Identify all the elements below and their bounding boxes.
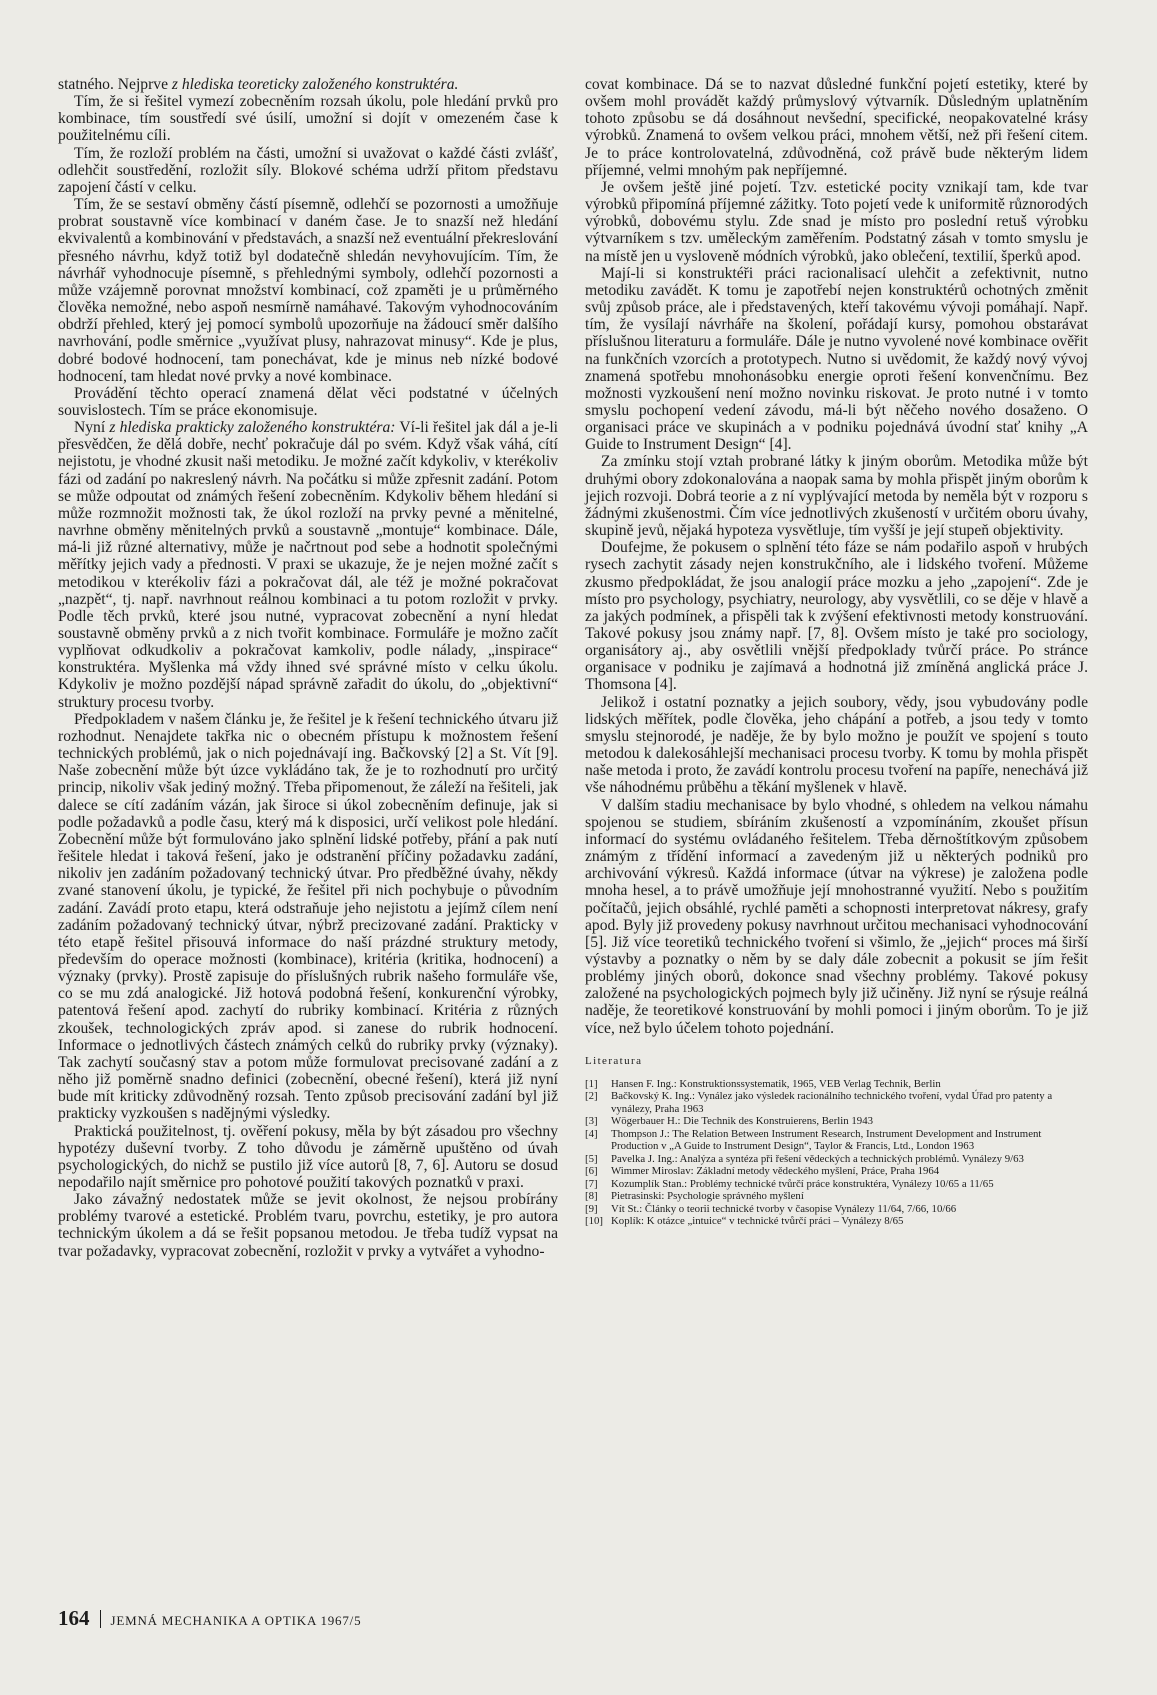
reference-item: [6] Wimmer Miroslav: Základní metody vědeckého myšlení, Práce, Praha 1964 xyxy=(585,1165,940,1178)
paragraph: Za zmínku stojí vztah probrané látky k jiným oborům. Metodika může být druhými obory zdokonalována a naopak sama by mohla přispět jiným oborům k jejich rozvoji. Dobrá teorie a z ní vyplývající metoda by neměla být v rozporu s žádnými zkušenostmi. Čím více jednotlivých zkušeností v určitém oboru úvahy, skupině jevů, nějaká hypoteza vysvětluje, tím vyšší je její stupeň objektivity. xyxy=(585,453,1088,540)
footer-divider xyxy=(100,1610,101,1628)
reference-item: [1] Hansen F. Ing.: Konstruktionssystematik, 1965, VEB Verlag Technik, Berlin xyxy=(585,1077,941,1090)
reference-list xyxy=(585,1078,1088,1228)
page-footer xyxy=(58,1606,361,1631)
paragraph: Jako závažný nedostatek může se jevit okolnost, že nejsou probírány problémy tvarové a estetické. Problém tvaru, povrchu, estetiky, je pro autora technickým úkolem a dá se řešit popsanou metodou. Je třeba tudíž vypsat na tvar požadavky, vypracovat zobecnění, rozložit v prvky a vytvářet a vyhodno- xyxy=(58,1191,558,1260)
reference-item: [8] Pietrasinski: Psychologie správného myšlení xyxy=(585,1190,804,1203)
paragraph: Praktická použitelnost, tj. ověření pokusy, měla by být zásadou pro všechny hypotézy duševní tvorby. Z toho důvodu je záměrně upuštěno od úvah psychologických, do nichž se pustilo již více autorů [8, 7, 6]. Autoru se dosud nepodařilo najít směrnice pro pohotové použití takových poznatků v praxi. xyxy=(58,1122,558,1191)
reference-item: [4] Thompson J.: The Relation Between Instrument Research, Instrument Development and Instrument Production v „A Guide to Instrument Design“, Taylor & Francis, Ltd., London 1963 xyxy=(585,1127,1042,1153)
paragraph: Tím, že si řešitel vymezí zobecněním rozsah úkolu, pole hledání prvků pro kombinace, tím soustředí své úsilí, umožní si dojít v omezeném čase k použitelnému cíli. xyxy=(58,93,558,145)
paragraph: Doufejme, že pokusem o splnění této fáze se nám podařilo aspoň v hrubých rysech zachytit zásady nejen konstrukčního, ale i lidského tvoření. Můžeme zkusmo předpokládat, že jsou analogií práce mozku a jeho „zapojení“. Zde je místo pro psychology, psychiatry, neurology, aby vysvětlili, co se děje v hlavě a za jakých podmínek, a přispěli tak k zvýšení efektivnosti metody konstruování. Takové pokusy jsou známy např. [7, 8]. Ovšem místo je také pro sociology, organisátory aj., aby osvětlili vnější předpoklady tvůrčí práce. Po stránce organisace v podniku je zajímavá a hodnotná již zmíněná anglická práce J. Thomsona [4]. xyxy=(585,539,1088,694)
paragraph: Provádění těchto operací znamená dělat věci podstatné v účelných souvislostech. Tím se práce ekonomisuje. xyxy=(58,384,558,419)
paragraph: Nyní z hlediska prakticky založeného konstruktéra: Ví-li řešitel jak dál a je-li přesvědčen, že dělá dobře, nechť pokračuje dál po svém. Když však váhá, cítí nejistotu, je vhodné zkusit naši metodiku. Je možné začít kdykoliv, v kterékoliv fázi od zadání po nakreslený návrh. Na počátku si může zpřesnit zadání. Potom se může odpoutat od známých řešení zobecněním. Kdykoliv během hledání si může rozmnožit možnosti tak, že úkol rozloží na prvky pevné a měnitelné, navrhne obměny měnitelných prvků a soustavně „montuje“ kombinace. Dále, má-li již různé alternativy, může je načrtnout pod sebe a hodnotit společnými měřítky jejich vady a přednosti. V praxi se ukazuje, že je nejen možné začít s metodikou v kterékoliv fázi a pokračovat dál, ale též je možné pokračovat „nazpět“, tj. např. navrhnout reálnou kombinaci a tu potom rozložit v prvky. Podle těch prvků, které jsou nutné, vypracovat zobecnění a nyní hledat soustavně obměny prvků a z nich tvořit kombinace. Formuláře je možno začít vyplňovat odkudkoliv a pokračovat kamkoliv, podle nálady, „inspirace“ konstruktéra. Myšlenka má vždy ihned své správné místo v celku úkolu. Kdykoliv je možno pozdější nápad správně zařadit do úkolu, do „objektivní“ struktury procesu tvorby. xyxy=(58,419,559,711)
paragraph: statného. Nejprve z hlediska teoreticky založeného konstruktéra. xyxy=(58,76,459,93)
reference-item: [5] Pavelka J. Ing.: Analýza a syntéza při řešení vědeckých a technických problémů. Vynálezy 9/63 xyxy=(585,1152,1024,1165)
reference-item: [9] Vít St.: Články o teorii technické tvorby v časopise Vynálezy 11/64, 7/66, 10/66 xyxy=(585,1202,957,1215)
paragraph: Jelikož i ostatní poznatky a jejich soubory, vědy, jsou vybudovány podle lidských měřítek, podle člověka, jeho chápání a potřeb, a jsou tedy v tomto smyslu stejnorodé, je naděje, že by bylo možno je použít ve spojení s touto metodou k dalekosáhlejší mechanisaci procesu tvorby. K tomu by mohla přispět naše metoda i proto, že zavádí kontrolu procesu tvoření na papíře, nenechává již vše náhodnému průběhu a těkání myšlenek v hlavě. xyxy=(585,693,1088,797)
paragraph: Tím, že se sestaví obměny částí písemně, odlehčí se pozornosti a umožňuje probrat soustavně více kombinací v daném čase. Je to snazší než hledání ekvivalentů a kombinování v představách, a snazší než eventuální překreslování přesného návrhu, když totiž byl dodatečně shledán nevyhovujícím. Tím, že návrhář vyhodnocuje písemně, s přehlednými symboly, odlehčí pozornosti a může vzájemně porovnat množství kombinací, což zpaměti je u průměrného člověka nemožné, nebo aspoň nesmírně namáhavé. Takovým vyhodnocováním obdrží přehled, který jej pomocí symbolů upozorňuje na žádoucí směr dalšího navrhování, podle směrnice „využívat plusy, nahrazovat minusy“. Kde je plus, dobré bodové hodnocení, tam ponechávat, kde je minus neb nízké bodové hodnocení, tam hledat nové prvky a nové kombinace. xyxy=(58,196,558,385)
paragraph: Předpokladem v našem článku je, že řešitel je k řešení technického útvaru již rozhodnut. Nenajdete takřka nic o obecném přístupu k možnostem řešení technických problémů, jak o nich pojednávají ing. Bačkovský [2] a St. Vít [9]. Naše zobecnění může být úzce vykládáno tak, že je to rozhodnutí pro určitý princip, nikoliv však jediný možný. Třeba připomenout, že záleží na řešiteli, jak dalece se cítí zadáním vázán, jak široce si úkol zobecněním definuje, jak si podle požadavků a podle času, který má k disposici, určí velikost pole hledání. Zobecnění může být formulováno jako splnění lidské potřeby, přání a pak nutí řešitele hledat i taková řešení, jako je odstranění příčiny požadavku zadání, nikoliv jen zadáním požadovaný technický útvar. Pro předběžné úvahy, někdy zvané stanovení úkolu, je typické, že řešitel při nich pochybuje o původním zadání. Zavádí proto etapu, která odstraňuje jeho nejistotu a jejímž cílem není zadáním požadovaný technický útvar, nýbrž precizované zadání. Prakticky v této etapě řešitel přisouvá informace do naší prázdné struktury metody, především do operace možnosti (kombinace), kritéria (kritika, hodnocení) a význaky (prvky). Prostě zapisuje do příslušných rubrik našeho formuláře vše, co se mu zdá analogické. Již hotová podobná řešení, konkurenční výrobky, patentová řešení apod. zachytí do rubriky kombinací. Kritéria z různých zkoušek, technologických zpráv apod. si zanese do rubrik hodnocení. Informace o jednotlivých částech známých celků do rubriky prvky (význaky). Tak zachytí současný stav a potom může formulovat precisované zadání a z něho již poměrně snadno definici (zobecnění, obecné řešení), která již nyní bude mít kriticky zdůvodněný rozsah. Tento způsob precisování zadání byl již prakticky vyzkoušen s nadějnými výsledky. xyxy=(58,710,558,1123)
paragraph: covat kombinace. Dá se to nazvat důsledné funkční pojetí estetiky, které by ovšem mohl provádět každý průmyslový výtvarník. Důsledným uplatněním tohoto způsobu se dá dosáhnout nevšední, specifické, neopakovatelné krásy výrobků. Znamená to ovšem velkou práci, mnohem větší, než při řešení citem. Je to práce kontrolovatelná, zdůvodněná, což právě bude některým lidem příjemné, velmi mnohým pak nepříjemné. xyxy=(585,76,1088,179)
reference-item: [10] Koplík: K otázce „intuice“ v technické tvůrčí práci – Vynálezy 8/65 xyxy=(585,1215,904,1228)
paragraph: Tím, že rozloží problém na části, umožní si uvažovat o každé části zvlášť, odlehčit soustředění, rozložit síly. Blokové schéma udrží přitom představu zapojení částí v celku. xyxy=(58,144,558,196)
reference-item: [2] Bačkovský K. Ing.: Vynález jako výsledek racionálního technického tvoření, vydal Úřad pro patenty a vynálezy, Praha 1963 xyxy=(585,1090,1053,1115)
reference-item: [7] Kozumplík Stan.: Problémy technické tvůrčí práce konstruktéra, Vynálezy 10/65 a 11/65 xyxy=(585,1177,994,1190)
right-column xyxy=(585,76,1088,1228)
reference-item: [3] Wögerbauer H.: Die Technik des Konstruierens, Berlin 1943 xyxy=(585,1115,873,1128)
page-number: 164 xyxy=(58,1606,90,1630)
paragraph: Mají-li si konstruktéři práci racionalisací ulehčit a zefektivnit, nutno metodiku zavádět. K tomu je zapotřebí nejen konstruktérů ochotných změnit svůj způsob práce, ale i představených, kteří takovému vývoji pomáhají. Např. tím, že vysílají návrháře na školení, pořádají kursy, pomohou obstarávat příslušnou literaturu a formuláře. Dále je nutno vyvolené nové kombinace ověřit na funkčních vzorcích a prototypech. Nutno si uvědomit, že každý nový vývoj znamená spotřebu mnohonásobku energie oproti řešení konvenčnímu. Bez možnosti vyzkoušení není možno novinku riskovat. Je proto nutné i v tomto smyslu pochopení vedení závodu, má-li být něčeho nového dosaženo. O organisaci práce ve skupinách a v podniku pojednává úvodní stať knihy „A Guide to Instrument Design“ [4]. xyxy=(585,264,1088,454)
paragraph: Je ovšem ještě jiné pojetí. Tzv. estetické pocity vznikají tam, kde tvar výrobků připomíná příjemné zážitky. Toto pojetí vede k uniformitě různorodých výrobků, dobovému stylu. Zde snad je místo pro poslední retuš výrobku výtvarníkem s tzv. uměleckým zaměřením. Podstatný zásah v tomto smyslu je na místě jen u vysloveně módních výrobků, jako oblečení, textilií, šperků apod. xyxy=(585,178,1088,265)
left-column xyxy=(58,76,558,1260)
literature-heading: Literatura xyxy=(585,1054,643,1067)
journal-name: JEMNÁ MECHANIKA A OPTIKA 1967/5 xyxy=(110,1613,362,1628)
paragraph: V dalším stadiu mechanisace by bylo vhodné, s ohledem na velkou námahu spojenou se studiem, sbíráním zkušeností a vzpomínáním, zkoušet přísun informací do systému ovládaného řešitelem. Třeba děrnoštítkovým způsobem známým z třídění informací a zavedeným již u některých podniků pro archivování výkresů. Každá informace (útvar na výkrese) je založena podle mnoha hesel, a to právě umožňuje její mnohostranné využití. Nebo s použitím počítačů, jejich obsáhlé, rychlé paměti a schopnosti interpretovat nákresy, grafy apod. Byly již provedeny pokusy navrhnout určitou mechanisaci vyhodnocování [5]. Již více teoretiků technického tvoření si všimlo, že „jejich“ proces má širší výstavby a poznatky o něm by se daly dále zobecnit a pokusit se jím řešit problémy jiných oborů, dokonce snad všechny problémy. Takové pokusy založené na psychologických pojmech byly již učiněny. Již nyní se rýsuje reálná naděje, že teoretikové konstruování by mohli pomoci i jiným oborům. To je již více, než bylo účelem tohoto pojednání. xyxy=(585,796,1088,1037)
